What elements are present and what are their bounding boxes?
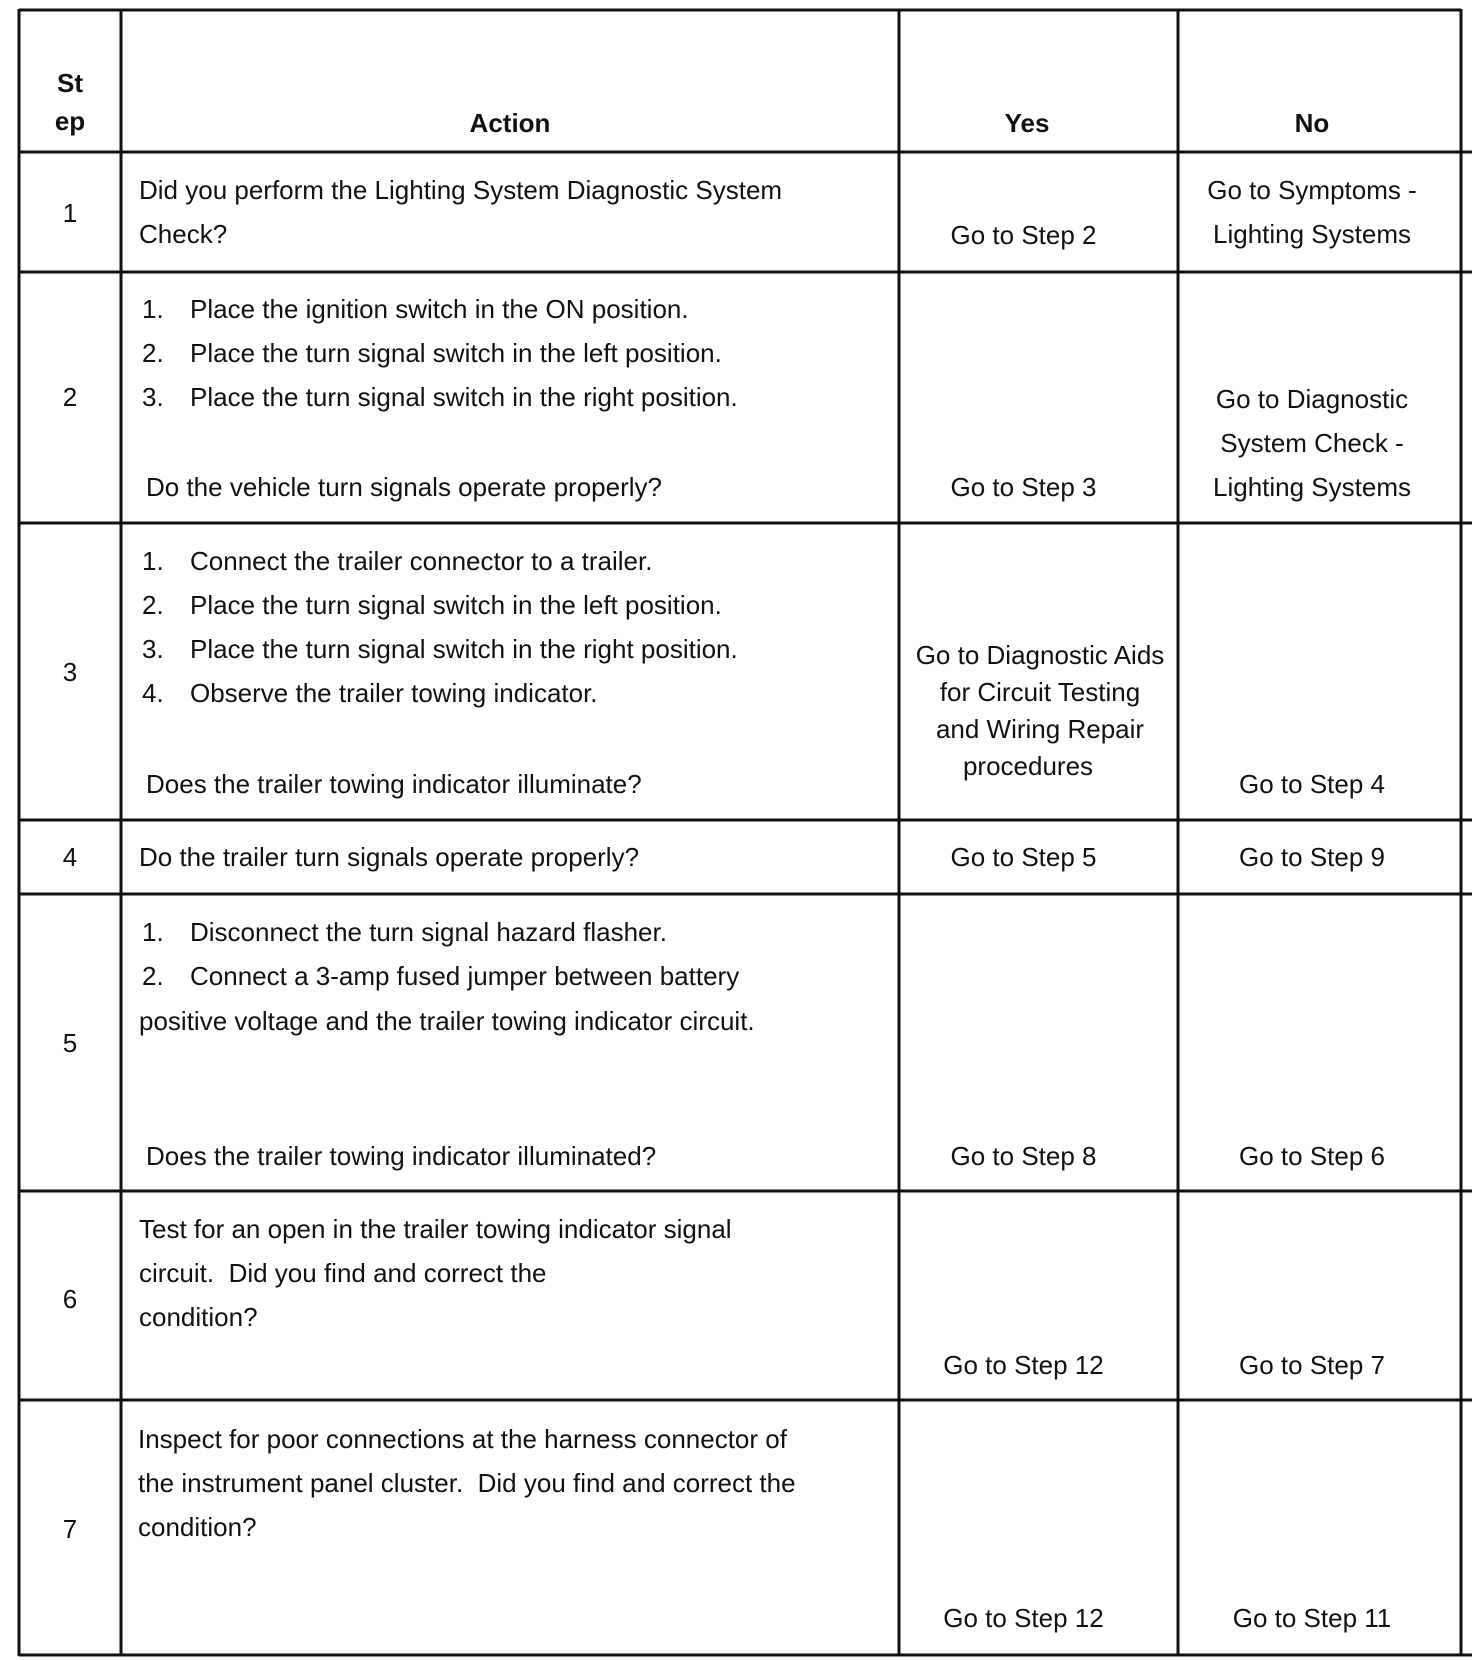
- row-3-item-3: 3. Place the turn signal switch in the right position.: [142, 634, 738, 664]
- row-1-action-line-2: Check?: [139, 219, 228, 249]
- row-2-no-line-3: Lighting Systems: [1213, 472, 1411, 502]
- row-6-yes: Go to Step 12: [943, 1350, 1104, 1380]
- row-3-yes-line-3: and Wiring Repair: [935, 714, 1145, 744]
- row-1-action-line-1: Did you perform the Lighting System Diagnostic System: [139, 175, 783, 205]
- row-1-action: [139, 168, 894, 256]
- header-yes: Yes: [1004, 108, 1050, 138]
- row-3-step: 3: [62, 657, 78, 687]
- row-1-step: 1: [62, 198, 78, 228]
- row-2-step: 2: [62, 382, 78, 412]
- row-3-yes: [902, 637, 1178, 785]
- row-2-item-2: 2. Place the turn signal switch in the left position.: [142, 338, 722, 368]
- row-5-continuation: positive voltage and the trailer towing indicator circuit.: [139, 1006, 755, 1036]
- header-step: [22, 64, 118, 140]
- row-3-item-4: 4. Observe the trailer towing indicator.: [142, 678, 598, 708]
- row-2-action: [142, 287, 897, 419]
- row-7-action-line-2: the instrument panel cluster. Did you find and correct the: [138, 1468, 796, 1498]
- row-5-step: 5: [62, 1028, 78, 1058]
- row-6-action-line-3: condition?: [139, 1302, 258, 1332]
- row-7-action-line-1: Inspect for poor connections at the harness connector of: [138, 1424, 787, 1454]
- row-6-action-line-2: circuit. Did you find and correct the: [139, 1258, 547, 1288]
- row-5-yes: Go to Step 8: [950, 1141, 1097, 1171]
- row-6-step: 6: [62, 1284, 78, 1314]
- row-7-no: Go to Step 11: [1232, 1603, 1392, 1633]
- row-1-yes: Go to Step 2: [950, 220, 1097, 250]
- row-3-no: Go to Step 4: [1239, 769, 1385, 799]
- row-4-no: Go to Step 9: [1239, 842, 1385, 872]
- row-6-no: Go to Step 7: [1239, 1350, 1385, 1380]
- row-3-question: Does the trailer towing indicator illuminate?: [146, 769, 642, 799]
- row-3-item-1: 1. Connect the trailer connector to a trailer.: [142, 546, 653, 576]
- row-7-step: 7: [62, 1514, 78, 1544]
- header-action: Action: [469, 108, 551, 138]
- row-3-yes-line-1: Go to Diagnostic Aids: [915, 640, 1165, 670]
- row-6-action-line-1: Test for an open in the trailer towing indicator signal: [139, 1214, 732, 1244]
- row-4-action: Do the trailer turn signals operate properly?: [139, 842, 640, 872]
- row-2-no-line-1: Go to Diagnostic: [1215, 384, 1409, 414]
- row-3-yes-line-4: procedures: [962, 751, 1094, 781]
- row-5-item-1: 1. Disconnect the turn signal hazard flasher.: [142, 917, 667, 947]
- header-no: No: [1294, 108, 1330, 138]
- row-2-question: Do the vehicle turn signals operate properly?: [146, 472, 662, 502]
- row-6-action: [139, 1207, 894, 1339]
- row-5-question: Does the trailer towing indicator illuminated?: [146, 1141, 657, 1171]
- row-7-action: [138, 1417, 896, 1549]
- row-2-no: [1181, 377, 1443, 509]
- row-5-no: Go to Step 6: [1239, 1141, 1385, 1171]
- row-7-action-line-3: condition?: [138, 1512, 257, 1542]
- row-7-yes: Go to Step 12: [943, 1603, 1104, 1633]
- row-2-item-1: 1. Place the ignition switch in the ON position.: [142, 294, 689, 324]
- row-2-no-line-2: System Check -: [1220, 428, 1404, 458]
- header-step-line-1: St: [57, 68, 83, 98]
- row-3-action: [142, 539, 897, 715]
- row-5-item-2: 2. Connect a 3-amp fused jumper between battery: [142, 961, 740, 991]
- row-5-action: [142, 910, 897, 998]
- row-1-no-line-2: Lighting Systems: [1213, 219, 1411, 249]
- row-2-yes: Go to Step 3: [950, 472, 1097, 502]
- header-step-line-2: ep: [54, 106, 86, 136]
- row-2-item-3: 3. Place the turn signal switch in the right position.: [142, 382, 738, 412]
- row-3-item-2: 2. Place the turn signal switch in the left position.: [142, 590, 722, 620]
- row-3-yes-line-2: for Circuit Testing: [939, 677, 1141, 707]
- row-4-step: 4: [62, 842, 78, 872]
- row-4-yes: Go to Step 5: [950, 842, 1097, 872]
- row-1-no: [1181, 168, 1443, 256]
- row-1-no-line-1: Go to Symptoms -: [1207, 175, 1417, 205]
